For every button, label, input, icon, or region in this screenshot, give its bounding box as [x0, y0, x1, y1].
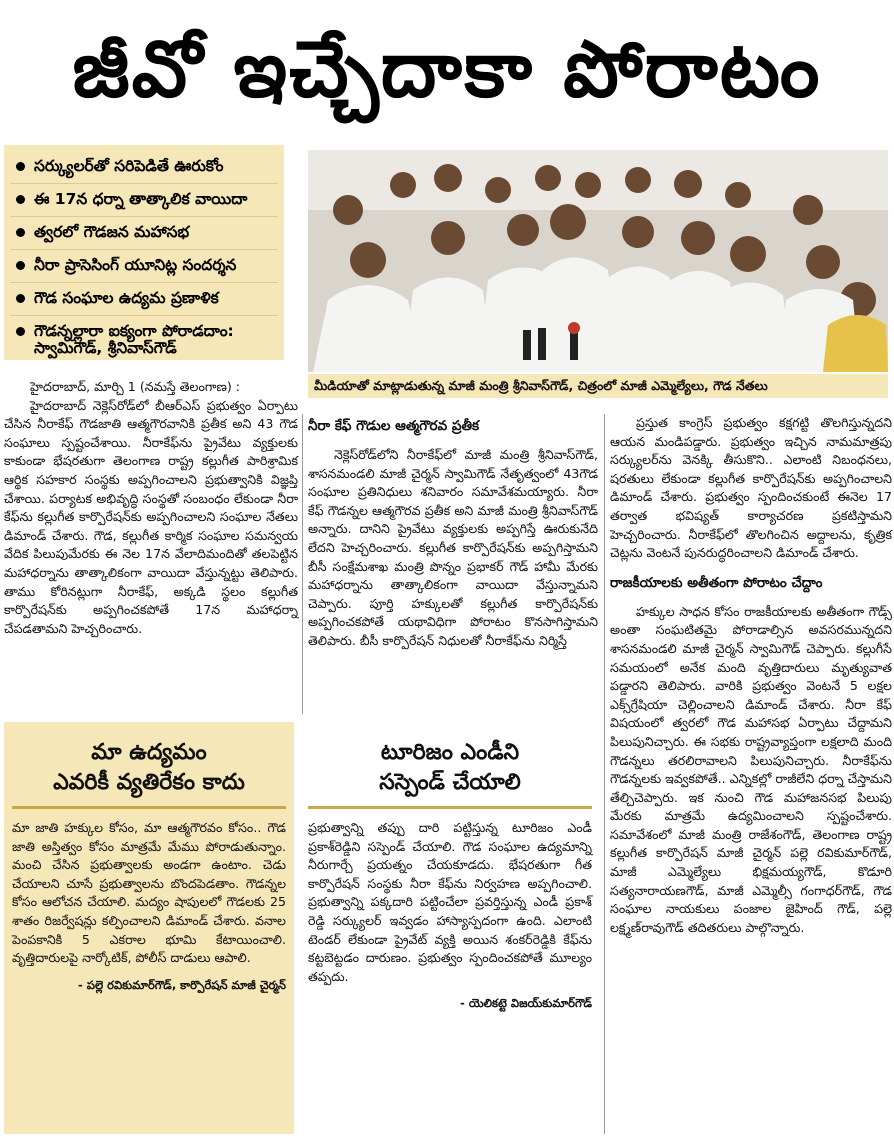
box-divider — [12, 806, 286, 809]
article-text: హైదరాబాద్ నెక్లెస్‌రోడ్‌లో బీఆర్‌ఎస్ ప్రభుత్వం ఏర్పాటు చేసిన నీరాకేఫ్ గౌడజాతి ఆత్మగౌరవానికి ప్రతీక అని 43 గౌడ సంఘాలు స్పష్టంచేశాయి. నీరాకేఫ్‌ను ప్రైవేటు వ్యక్తులకు కాకుండా భేషరతుగా తెలంగాణ రాష్ట్ర కల్లుగీత పారిశ్రామిక ఆర్థిక సహకార సంస్థకు అప్పగించాలని ప్రభుత్వానికి విజ్ఞప్తి చేశాయి. పర్యాటక అభివృద్ధి సంస్థతో సంబంధం లేకుండా నీరా కేఫ్‌ను కల్లుగీత కార్పొరేషన్‌కు అప్పగించాలని సంఘాల నేతలు డిమాండ్ చేశారు. గౌడ, కల్లుగీత కార్మిక సంఘాల సమన్వయ వేదిక పిలుపుమేరకు ఈ నెల 17న వేలాదిమందితో తలపెట్టిన మహాధర్నాను తాత్కాలికంగా వాయిదా వేస్తున్నట్టు తెలిపారు. తాము కోరినట్లుగా నీరాకేఫ్, అక్కడి స్థలం కల్లుగీత కార్పొరేషన్‌కు అప్పగించకపోతే 17న మహాధర్నా చేపడతామని హెచ్చరించారు. — [4, 397, 298, 636]
bullet-icon — [16, 294, 25, 303]
headline: జీవో ఇచ్చేదాకా పోరాటం — [72, 25, 822, 115]
article-column-3 — [610, 414, 892, 937]
bullet-icon — [16, 327, 25, 336]
article-text: హక్కుల సాధన కోసం రాజకీయాలకు అతీతంగా గౌడ్స్ అంతా సంఘటితమై పోరాడాల్సిన అవసరమున్నదని శాసనమండలి మాజీ చైర్మన్ స్వామిగౌడ్ చెప్పారు. కల్లుగీసే సమయంలో అనేక మంది వృత్తిదారులు మృత్యువాత పడ్డారని తెలిపారు. వారికి ప్రభుత్వం వెంటనే 5 లక్షల ఎక్స్‌గ్రేషియా చెల్లించాలని డిమాండ్ చేశారు. నీరా కేఫ్ విషయంలో త్వరలో గౌడ మహాసభ ఏర్పాటు చేద్దామని పిలుపునిచ్చారు. ఈ సభకు రాష్ట్రవ్యాప్తంగా లక్షలాది మంది గౌడన్నలు తరలిరావాలని పిలుపునిచ్చారు. నీరాకేఫ్‌ను గౌడన్నలకు ఇవ్వకపోతే.. ఎన్నికల్లో రాజీలేని ధర్నా చేస్తామని తేల్చిచెప్పారు. ఇక నుంచి గౌడ మహాజనసభ పిలుపు మేరకు మాత్రమే ఉద్యమించాలని స్పష్టంచేశారు. సమావేశంలో మాజీ మంత్రి రాజేశంగౌడ్, తెలంగాణ రాష్ట్ర కల్లుగీత కార్పొరేషన్ మాజీ చైర్మన్ పల్లె రవికుమార్‌గౌడ్, మాజీ ఎమ్మెల్యేలు భిక్షమయ్యగౌడ్, కొడూరి సత్యనారాయణగౌడ్, మాజీ ఎమ్మెల్సీ గంగాధర్‌గౌడ్, గౌడ సంఘాల నాయకులు పంజాల జైహింద్ గౌడ్, పల్లె లక్ష్మణ్‌రావుగౌడ్ తదితరులు పాల్గొన్నారు. — [610, 603, 892, 935]
article-text: ప్రస్తుత కాంగ్రెస్ ప్రభుత్వం కక్షగట్టి తొలగిస్తున్నదని ఆయన మండిపడ్డారు. ప్రభుత్వం ఇచ్చిన నామమాత్రపు సర్క్యులర్‌ను వెనక్కి తీసుకొని.. ఎలాంటి నిబంధనలు, షరతులు లేకుండా కల్లుగీత కార్పొరేషన్‌కు అప్పగించాలని డిమాండ్ చేశారు. ప్రభుత్వం స్పందించకుంటే ఈనెల 17 తర్వాత భవిష్యత్ కార్యాచరణ ప్రకటిస్తామని హెచ్చరించారు. నీరాకేఫ్‌లో తొలగించిన అద్దాలను, కృత్రిక చెట్లను వెంటనే పునరుద్ధరించాలని డిమాండ్ చేశారు. — [610, 415, 892, 561]
subheading: నీరా కేఫ్ గౌడుల ఆత్మగౌరవ ప్రతీక — [308, 418, 480, 434]
box-title: టూరిజం ఎండీని సస్పెండ్ చేయాలి — [379, 740, 521, 795]
box-title: మా ఉద్యమం ఎవరికీ వ్యతిరేకం కాదు — [53, 740, 245, 795]
bullet-icon — [16, 162, 25, 171]
quote-box-2 — [300, 722, 600, 1134]
article-column-1 — [4, 378, 298, 638]
box-signature: - యెలికట్టె విజయ్‌కుమార్‌గౌడ్ — [460, 996, 592, 1011]
photo-caption: మీడియాతో మాట్లాడుతున్న మాజీ మంత్రి శ్రీనివాస్‌గౌడ్, చిత్రంలో మాజీ ఎమ్మెల్యేలు, గౌడ నేతలు — [308, 374, 888, 398]
column-divider — [302, 414, 303, 714]
highlights-box — [4, 145, 284, 360]
highlight-item: గౌడ సంఘాల ఉద్యమ ప్రణాళిక — [10, 283, 278, 316]
article-text: నెక్లెస్‌రోడ్‌లోని నీరాకేఫ్‌లో మాజీ మంత్రి శ్రీనివాస్‌గౌడ్, శాసనమండలి మాజీ చైర్మన్ స్వామిగౌడ్ నేతృత్వంలో 43గౌడ సంఘాల ప్రతినిధులు శనివారం సమావేశమయ్యారు. నీరా కేఫ్ గౌడన్నల ఆత్మగౌరవ ప్రతీక అని మాజీ మంత్రి శ్రీనివాస్‌గౌడ్ అన్నారు. దానిని ప్రైవేటు వ్యక్తులకు అప్పగిస్తే ఊరుకునేది లేదని హెచ్చరించారు. కల్లుగీత కార్పొరేషన్‌కు అప్పగిస్తామని బీసీ సంక్షేమశాఖ మంత్రి పొన్నం ప్రభాకర్ గౌడ్ హామీ మేరకు మహాధర్నాను తాత్కాలికంగా వాయిదా వేస్తున్నామని చెప్పారు. పూర్తి హక్కులతో కల్లుగీత కార్పొరేషన్‌కు అప్పగించకపోతే యథావిధిగా పోరాటం కొనసాగిస్తామని తెలిపారు. బీసీ కార్పొరేషన్ నిధులతో నీరాకేఫ్‌ను నిర్మిస్తే — [308, 447, 598, 648]
bullet-icon — [16, 195, 25, 204]
group-photo-image — [308, 150, 888, 372]
bullet-icon — [16, 228, 25, 237]
highlight-item: సర్క్యులర్‌తో సరిపెడితే ఊరుకోం — [10, 151, 278, 184]
box-divider — [308, 806, 592, 809]
article-column-2 — [308, 414, 598, 651]
highlight-item: గౌడన్నల్లారా ఐక్యంగా పోరాడదాం: స్వామిగౌడ్, శ్రీనివాస్‌గౌడ్ — [10, 316, 278, 365]
subheading: రాజకీయాలకు అతీతంగా పోరాటం చేద్దాం — [610, 574, 823, 591]
bullet-icon — [16, 261, 25, 270]
box-text: ప్రభుత్వాన్ని తప్పు దారి పట్టిస్తున్న టూరిజం ఎండీ ప్రకాశ్‌రెడ్డిని సస్పెండ్ చేయాలి. గౌడ సంఘాల ఉద్యమాన్ని నీరుగార్చే ప్రయత్నం చేయకూడదు. భేషరతుగా గీత కార్పొరేషన్ సంస్థకు నీరా కేఫ్‌ను నిర్వహణ అప్పగించాలి. ప్రభుత్వాన్ని పక్కదారి పట్టించేలా ప్రవర్తిస్తున్న ఎండీ ప్రకాశ్ రెడ్డి సర్క్యులర్ ఇవ్వడం హాస్యాస్పదంగా ఉంది. ఎలాంటి టెండర్ లేకుండా ప్రైవేట్ వ్యక్తి అయిన శంకర్‌రెడ్డికి కేఫ్‌ను కట్టబెట్టడం దారుణం. ప్రభుత్వం స్పందించకపోతే మూల్యం తప్పదు. — [308, 820, 592, 984]
dateline: హైదరాబాద్, మార్చి 1 (నమస్తే తెలంగాణ) : — [30, 379, 241, 394]
box-text: మా జాతి హక్కుల కోసం, మా ఆత్మగౌరవం కోసం.. గౌడ జాతి అస్తిత్వం కోసం మాత్రమే మేము పోరాడుతున్నాం. మంచి చేసిన ప్రభుత్వాలకు అండగా ఉంటాం. చెడు చేయాలని చూసే ప్రభుత్వాలను బొందపెడతాం. గౌడన్నల కోసం ఆలోచన చేయాలి. మద్యం షాపులలో గౌడలకు 25 శాతం రిజర్వేషన్లు కల్పించాలని డిమాండ్ చేశారు. వనాల పెంపకానికి 5 ఎకరాల భూమి కేటాయించాలి. వృత్తిదారులపై నార్కోటిక్, పోలీస్ దాడులు ఆపాలి. — [12, 820, 286, 966]
highlight-item: నీరా ప్రాసెసింగ్ యూనిట్ల సందర్శన — [10, 250, 278, 283]
box-signature: - పల్లె రవికుమార్‌గౌడ్, కార్పొరేషన్ మాజీ చైర్మన్ — [78, 977, 286, 992]
group-photo — [308, 150, 888, 372]
highlight-item: ఈ 17న ధర్నా తాత్కాలిక వాయిదా — [10, 184, 278, 217]
quote-box-1 — [4, 722, 294, 1134]
column-divider — [604, 414, 605, 1134]
highlight-item: త్వరలో గౌడజన మహాసభ — [10, 217, 278, 250]
